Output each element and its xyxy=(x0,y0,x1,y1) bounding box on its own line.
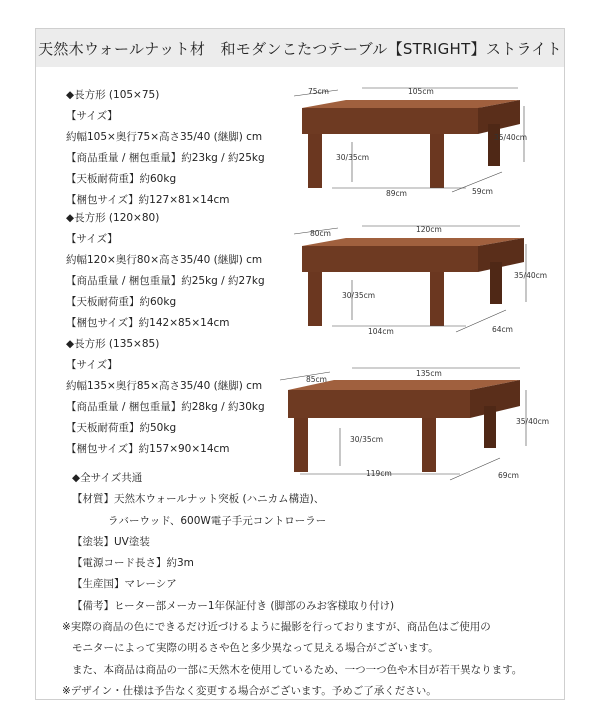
depth-label: 85cm xyxy=(306,375,327,384)
table-leg xyxy=(484,406,496,448)
table-leg xyxy=(422,418,436,472)
note-line-2: モニターによって実際の明るさや色と多少異なって見える場合がございます。 xyxy=(72,642,439,655)
inner-width-label: 89cm xyxy=(386,189,407,198)
note-line-1: ※実際の商品の色にできるだけ近づけるように撮影を行っておりますが、商品色はご使用の xyxy=(62,621,491,634)
size-spec-105x75 xyxy=(66,85,265,211)
note-line-4: ※デザイン・仕様は予告なく変更する場合がございます。予めご了承ください。 xyxy=(62,684,437,697)
size-heading: ◆長方形 (135×85) xyxy=(66,338,160,350)
table-leg xyxy=(490,262,502,304)
width-label: 135cm xyxy=(416,369,442,378)
remarks-value: 【備考】ヒーター部メーカー1年保証付き (脚部のみお客様取り付け) xyxy=(72,599,395,612)
width-label: 120cm xyxy=(416,225,442,234)
common-specs xyxy=(62,468,522,702)
size-heading: ◆長方形 (105×75) xyxy=(66,89,160,101)
table-leg xyxy=(430,272,444,326)
width-label: 105cm xyxy=(408,87,434,96)
table-diagram-120x80 xyxy=(280,222,548,342)
note-line-3: また、本商品は商品の一部に天然木を使用しているため、一つ一つ色や木目が若干異なります。 xyxy=(72,663,523,676)
material-line-1: 【材質】天然木ウォールナット突板 (ハニカム構造)、 xyxy=(72,493,325,506)
origin-value: 【生産国】マレーシア xyxy=(72,578,177,591)
page-title: 天然木ウォールナット材 和モダンこたつテーブル【STRIGHT】ストライト xyxy=(36,29,564,67)
weight-value: 【商品重量 / 梱包重量】約23kg / 約25kg xyxy=(66,152,265,164)
clearance-label: 30/35cm xyxy=(342,291,376,300)
load-value: 【天板耐荷重】約60kg xyxy=(66,173,177,185)
height-label: 35/40cm xyxy=(514,271,548,280)
height-label: 35/40cm xyxy=(494,133,528,142)
size-value: 約幅135×奥行85×高さ35/40 (継脚) cm xyxy=(66,380,263,392)
common-heading: ◆全サイズ共通 xyxy=(72,472,143,484)
tabletop-front-edge xyxy=(302,246,478,272)
tabletop-front-edge xyxy=(302,108,478,134)
clearance-label: 30/35cm xyxy=(350,435,384,444)
package-value: 【梱包サイズ】約142×85×14cm xyxy=(66,317,230,329)
size-label: 【サイズ】 xyxy=(66,359,118,371)
depth-label: 80cm xyxy=(310,229,331,238)
inner-depth-label: 59cm xyxy=(472,187,493,196)
inner-width-label: 119cm xyxy=(366,469,392,478)
size-label: 【サイズ】 xyxy=(66,233,118,245)
size-label: 【サイズ】 xyxy=(66,110,118,122)
load-value: 【天板耐荷重】約60kg xyxy=(66,296,177,308)
depth-label: 75cm xyxy=(308,87,329,96)
table-leg xyxy=(308,134,322,188)
table-leg xyxy=(308,272,322,326)
package-value: 【梱包サイズ】約127×81×14cm xyxy=(66,194,230,206)
table-leg xyxy=(294,418,308,472)
clearance-label: 30/35cm xyxy=(336,153,370,162)
height-label: 35/40cm xyxy=(516,417,550,426)
tabletop-front-edge xyxy=(288,390,470,418)
table-leg xyxy=(430,134,444,188)
size-value: 約幅120×奥行80×高さ35/40 (継脚) cm xyxy=(66,254,263,266)
size-spec-135x85 xyxy=(66,334,265,460)
inner-depth-label: 69cm xyxy=(498,471,519,480)
weight-value: 【商品重量 / 梱包重量】約28kg / 約30kg xyxy=(66,401,265,413)
material-line-2: ラバーウッド、600W電子手元コントローラー xyxy=(108,514,327,527)
size-heading: ◆長方形 (120×80) xyxy=(66,212,160,224)
table-diagram-105x75 xyxy=(280,84,540,204)
table-leg xyxy=(488,124,500,166)
inner-depth-label: 64cm xyxy=(492,325,513,334)
cord-value: 【電源コード長さ】約3m xyxy=(72,557,194,570)
inner-width-label: 104cm xyxy=(368,327,394,336)
size-value: 約幅105×奥行75×高さ35/40 (継脚) cm xyxy=(66,131,263,143)
weight-value: 【商品重量 / 梱包重量】約25kg / 約27kg xyxy=(66,275,265,287)
load-value: 【天板耐荷重】約50kg xyxy=(66,422,177,434)
package-value: 【梱包サイズ】約157×90×14cm xyxy=(66,443,230,455)
table-diagram-135x85 xyxy=(270,362,550,487)
finish-value: 【塗装】UV塗装 xyxy=(72,535,150,548)
size-spec-120x80 xyxy=(66,208,265,334)
